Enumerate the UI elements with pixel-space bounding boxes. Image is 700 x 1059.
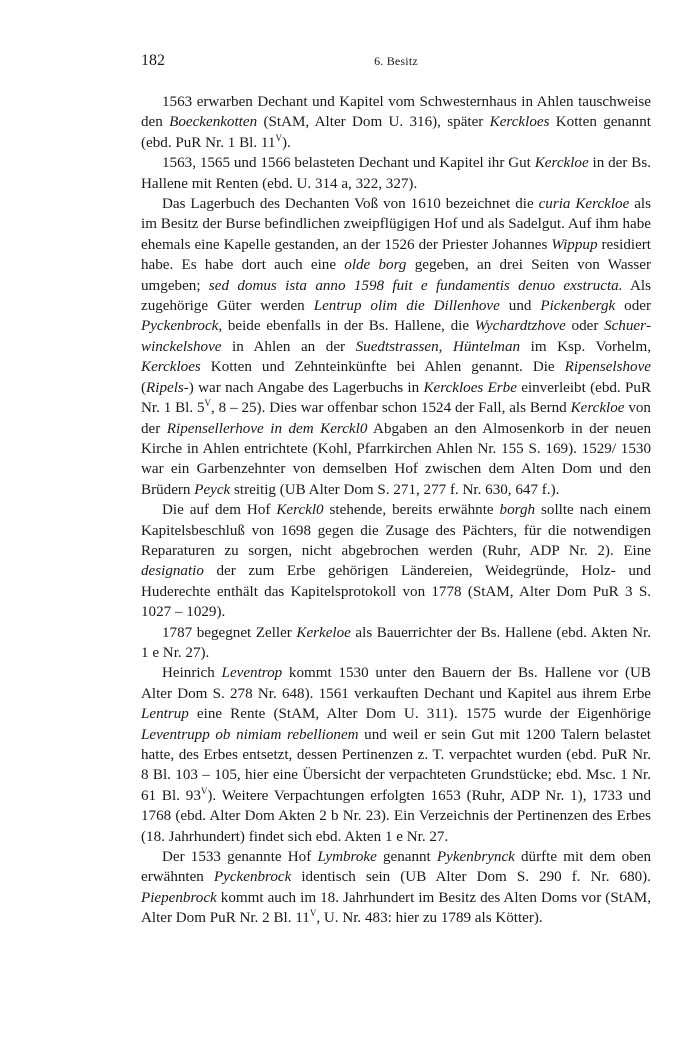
- text-run: 1787 begegnet Zeller: [162, 624, 297, 641]
- italic-term: Kerckloe: [534, 155, 589, 172]
- italic-term: Wippup: [551, 236, 598, 253]
- text-run: und weil er sein Gut mit 1200 Talern belastet hatte, des Erbes entsetzt, dessen Pertinenzen z. T. verpachtet wurden (ebd. PuR Nr. 8 Bl. 103 – 105, hier eine Übersicht der verpachteten Grundstücke; ebd. Msc. 1 Nr. 61 Bl. 93: [141, 726, 651, 804]
- text-run: kommt 1530 unter den Bauern der Bs. Hallene vor (UB Alter Dom S. 278 Nr. 648). 1561 verkauften Dechant und Kapitel aus ihrem Erbe: [141, 665, 651, 702]
- text-run: einverleibt (ebd. PuR Nr. 1 Bl. 5: [141, 379, 652, 417]
- italic-term: Wychardtzhove: [474, 318, 566, 335]
- italic-term: Kerkeloe: [296, 624, 351, 641]
- paragraph: [141, 623, 651, 664]
- italic-term: sed domus ista anno 1598 fuit e fundamentis denuo exstructa.: [208, 277, 623, 294]
- text-run: der zum Erbe gehörigen Ländereien, Weidegründe, Holz- und Huderechte enthält das Kapitelsprotokoll von 1778 (StAM, Alter Dom PuR 3 S. 1027 – 1029).: [141, 563, 651, 621]
- text-run: Die auf dem Hof: [162, 502, 277, 519]
- superscript: V: [200, 785, 208, 796]
- italic-term: Leventrop: [221, 665, 283, 682]
- italic-term: Ripensellerhove in dem Kerckl0: [166, 420, 368, 437]
- italic-term: Kerckloe: [570, 400, 625, 417]
- text-run: Als zugehörige Güter werden: [141, 277, 651, 315]
- page-header: [141, 52, 651, 74]
- text-run: sollte nach einem Kapitelsbeschluß von 1698 gegen die Zusage des Pächters, für die notwendigen Reparaturen zu sorgen, nicht abgebrochen werden (Ruhr, ADP Nr. 2). Eine: [141, 502, 652, 559]
- text-run: identisch sein (UB Alter Dom S. 290 f. Nr. 680).: [291, 869, 651, 886]
- italic-term: curia Kerckloe: [538, 196, 630, 213]
- paragraph: [141, 194, 651, 500]
- text-run: (: [141, 379, 147, 396]
- text-run: oder: [615, 298, 651, 315]
- text-run: Kotten genannt (ebd. PuR Nr. 1 Bl. 11: [141, 114, 651, 151]
- text-run: 1563 erwarben Dechant und Kapitel vom Schwesternhaus in Ahlen tauschweise den: [141, 94, 651, 131]
- paragraph: [141, 663, 651, 847]
- italic-term: Piepenbrock: [141, 889, 217, 906]
- text-run: Der 1533 genannte Hof: [162, 849, 318, 866]
- italic-term: Lentrup olim die Dillenhove: [313, 298, 500, 315]
- text-run: residiert habe. Es habe dort auch eine: [141, 236, 651, 274]
- italic-term: olde borg: [344, 257, 407, 274]
- italic-term: Kerckloes: [489, 114, 550, 131]
- text-run: Kotten und Zehnteinkünfte bei Ahlen genannt. Die: [200, 359, 565, 376]
- text-run: als im Besitz der Burse befindlichen zweipflügigen Hof und als Sadelgut. Auf ihm habe ehemals eine Kapelle gestanden, an der 1526 der Priester Johannes: [141, 196, 651, 253]
- italic-term: Suedtstrassen, Hüntelman: [355, 338, 521, 355]
- superscript: V: [275, 132, 282, 143]
- italic-term: Ripels-: [146, 379, 189, 396]
- paragraph: [141, 847, 651, 929]
- text-run: ).: [281, 134, 291, 151]
- text-run: oder: [565, 318, 605, 335]
- text-run: Heinrich: [162, 665, 222, 682]
- text-run: genannt: [376, 849, 437, 866]
- text-run: Abgaben an den Almosenkorb in der neuen Kirche in Ahlen entrichtete (Kohl, Pfarrkirchen Ahlen Nr. 155 S. 169). 1529/ 1530 war ein Garbenzehnter von demselben Hof zwischen dem Alten Dom und den Brüdern: [141, 420, 651, 498]
- superscript: V: [204, 398, 212, 409]
- paragraph: [141, 92, 651, 153]
- text-run: , U. Nr. 483: hier zu 1789 als Kötter).: [316, 910, 543, 927]
- italic-term: Leventrupp ob nimiam rebellionem: [141, 726, 359, 743]
- superscript: V: [309, 908, 317, 919]
- italic-term: Schuerwinckelshove: [141, 318, 652, 355]
- text-run: stehende, bereits erwähnte: [323, 502, 500, 519]
- text-run: , 8 – 25). Dies war offenbar schon 1524 der Fall, als Bernd: [211, 400, 571, 417]
- body-text: [141, 92, 651, 929]
- text-run: gegeben, an drei Seiten von Wasser umgeben;: [141, 257, 651, 294]
- italic-term: borgh: [499, 502, 536, 519]
- text-run: 1563, 1565 und 1566 belasteten Dechant und Kapitel ihr Gut: [162, 155, 535, 172]
- italic-term: Boeckenkotten: [169, 114, 258, 131]
- italic-term: Lymbroke: [317, 849, 377, 866]
- text-run: von der: [141, 400, 651, 437]
- text-run: und: [499, 298, 541, 315]
- italic-term: Pyckenbrock: [141, 318, 219, 335]
- text-run: (StAM, Alter Dom U. 316), später: [257, 114, 490, 131]
- text-run: als Bauerrichter der Bs. Hallene (ebd. Akten Nr. 1 e Nr. 27).: [141, 624, 651, 661]
- italic-term: Kerckl0: [276, 502, 324, 519]
- text-run: eine Rente (StAM, Alter Dom U. 311). 1575 wurde der Eigenhörige: [188, 706, 651, 723]
- italic-term: Lentrup: [141, 706, 189, 723]
- running-head: 6. Besitz: [374, 54, 418, 68]
- italic-term: Pyckenbrock: [213, 869, 292, 886]
- text-run: dürfte mit dem oben erwähnten: [141, 849, 651, 886]
- text-run: in Ahlen an der: [221, 338, 356, 355]
- italic-term: designatio: [141, 563, 204, 580]
- text-run: streitig (UB Alter Dom S. 271, 277 f. Nr. 630, 647 f.).: [230, 481, 560, 498]
- page-number: 182: [141, 52, 165, 69]
- italic-term: Pickenbergk: [540, 298, 616, 315]
- text-run: ) war nach Angabe des Lagerbuchs in: [188, 379, 424, 396]
- text-run: im Ksp. Vorhelm,: [520, 338, 651, 355]
- text-run: , beide ebenfalls in der Bs. Hallene, die: [218, 318, 475, 335]
- italic-term: Kerckloes Erbe: [423, 379, 517, 396]
- text-run: ). Weitere Verpachtungen erfolgten 1653 (Ruhr, ADP Nr. 1), 1733 und 1768 (ebd. Alter Dom Akten 2 b Nr. 23). Ein Verzeichnis der Pertinenzen des Erbes (18. Jahrhundert) findet sich ebd. Akten 1 e Nr. 27.: [141, 787, 651, 845]
- italic-term: Ripenselshove: [564, 359, 651, 376]
- paragraph: [141, 153, 651, 194]
- paragraph: [141, 500, 651, 622]
- text-run: Das Lagerbuch des Dechanten Voß von 1610 bezeichnet die: [162, 196, 539, 213]
- italic-term: Kerckloes: [141, 359, 201, 376]
- text-run: kommt auch im 18. Jahrhundert im Besitz des Alten Doms vor (StAM, Alter Dom PuR Nr. 2 Bl. 11: [141, 889, 651, 927]
- text-run: in der Bs. Hallene mit Renten (ebd. U. 314 a, 322, 327).: [141, 155, 651, 192]
- italic-term: Pykenbrynck: [436, 849, 515, 866]
- italic-term: Peyck: [194, 481, 231, 498]
